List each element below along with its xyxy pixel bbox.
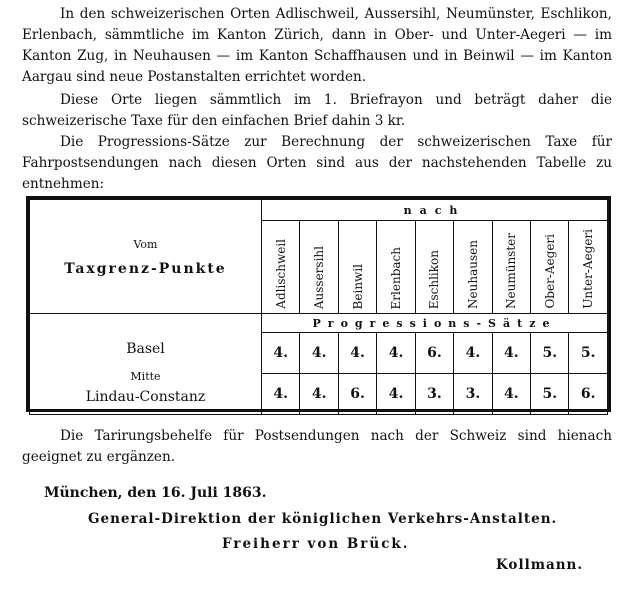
paragraph-new-post-offices: In den schweizerischen Orten Adlischweil, Aussersihl, Neumünster, Eschlikon, Erlenbach, sämmtliche im Kanton Zürich, dann in Ober- und Unter-Aegeri — im Kanton Zug, in Neuhausen — im Kanton Schaffhausen und in Beinwil — im Kanton Aargau sind neue Postanstalten errichtet worden.	[22, 6, 612, 85]
freiherr-signature: Freiherr von Brück.	[222, 536, 410, 552]
column-header-label: Ober-Aegeri	[542, 234, 557, 309]
table-cell: 4.	[338, 333, 376, 374]
table-cell: 5.	[531, 333, 569, 374]
taxgrenz-label: Taxgrenz-Punkte	[64, 260, 227, 277]
table-cell: 4.	[377, 374, 415, 415]
paragraph-progression-intro: Die Progressions-Sätze zur Berechnung der schweizerischen Taxe für Fahrpostsendungen nach diesen Orten sind aus der nachstehenden Tabelle zu entnehmen:	[22, 134, 612, 192]
column-header	[569, 221, 608, 314]
column-header	[454, 221, 492, 314]
table-cell: 4.	[300, 333, 338, 374]
table-cell: 5.	[569, 333, 608, 374]
table-cell: 5.	[531, 374, 569, 415]
column-header	[261, 221, 299, 314]
progression-table	[26, 196, 611, 412]
column-header-label: Adlischweil	[273, 239, 288, 309]
place-mitte: Mitte	[130, 370, 161, 383]
kollmann-signature: Kollmann.	[496, 557, 584, 573]
column-header-label: Unter-Aegeri	[581, 229, 596, 309]
table-cell: 4.	[261, 374, 299, 415]
paragraph-tariff-aids: Die Tarirungsbehelfe für Postsendungen nach der Schweiz sind hienach geeignet zu ergänzen.	[22, 428, 612, 465]
column-header	[300, 221, 338, 314]
paragraph-brief-rayon: Diese Orte liegen sämmtlich im 1. Briefrayon und beträgt daher die schweizerische Taxe für den einfachen Brief dahin 3 kr.	[22, 92, 612, 129]
table-cell: 4.	[492, 374, 530, 415]
general-direction: General-Direktion der königlichen Verkehrs-Anstalten.	[88, 511, 558, 527]
date-line: München, den 16. Juli 1863.	[44, 485, 267, 501]
column-header	[415, 221, 453, 314]
column-header-label: Beinwil	[350, 263, 365, 309]
place-lindau-constanz: Lindau-Constanz	[85, 389, 206, 405]
table-cell: 4.	[261, 333, 299, 374]
table-cell: 3.	[415, 374, 453, 415]
column-header	[531, 221, 569, 314]
column-header-label: Neuhausen	[465, 240, 480, 309]
nach-header: nach	[261, 200, 607, 221]
table-cell: 4.	[300, 374, 338, 415]
table-cell: 6.	[415, 333, 453, 374]
column-header	[338, 221, 376, 314]
table-cell: 4.	[492, 333, 530, 374]
table-cell: 4.	[377, 333, 415, 374]
table-row-places	[30, 314, 262, 415]
column-header-label: Neumünster	[504, 233, 519, 309]
column-header-label: Eschlikon	[427, 249, 442, 309]
column-header	[492, 221, 530, 314]
table-header-origin	[30, 200, 262, 314]
vom-label: Vom	[133, 237, 158, 251]
table-cell: 4.	[454, 333, 492, 374]
column-header-label: Erlenbach	[389, 246, 404, 309]
table-cell: 3.	[454, 374, 492, 415]
table-cell: 6.	[338, 374, 376, 415]
progression-header: Progressions-Sätze	[261, 314, 607, 333]
table-cell: 6.	[569, 374, 608, 415]
column-header-label: Aussersihl	[312, 245, 327, 309]
column-header	[377, 221, 415, 314]
place-basel: Basel	[126, 341, 165, 357]
